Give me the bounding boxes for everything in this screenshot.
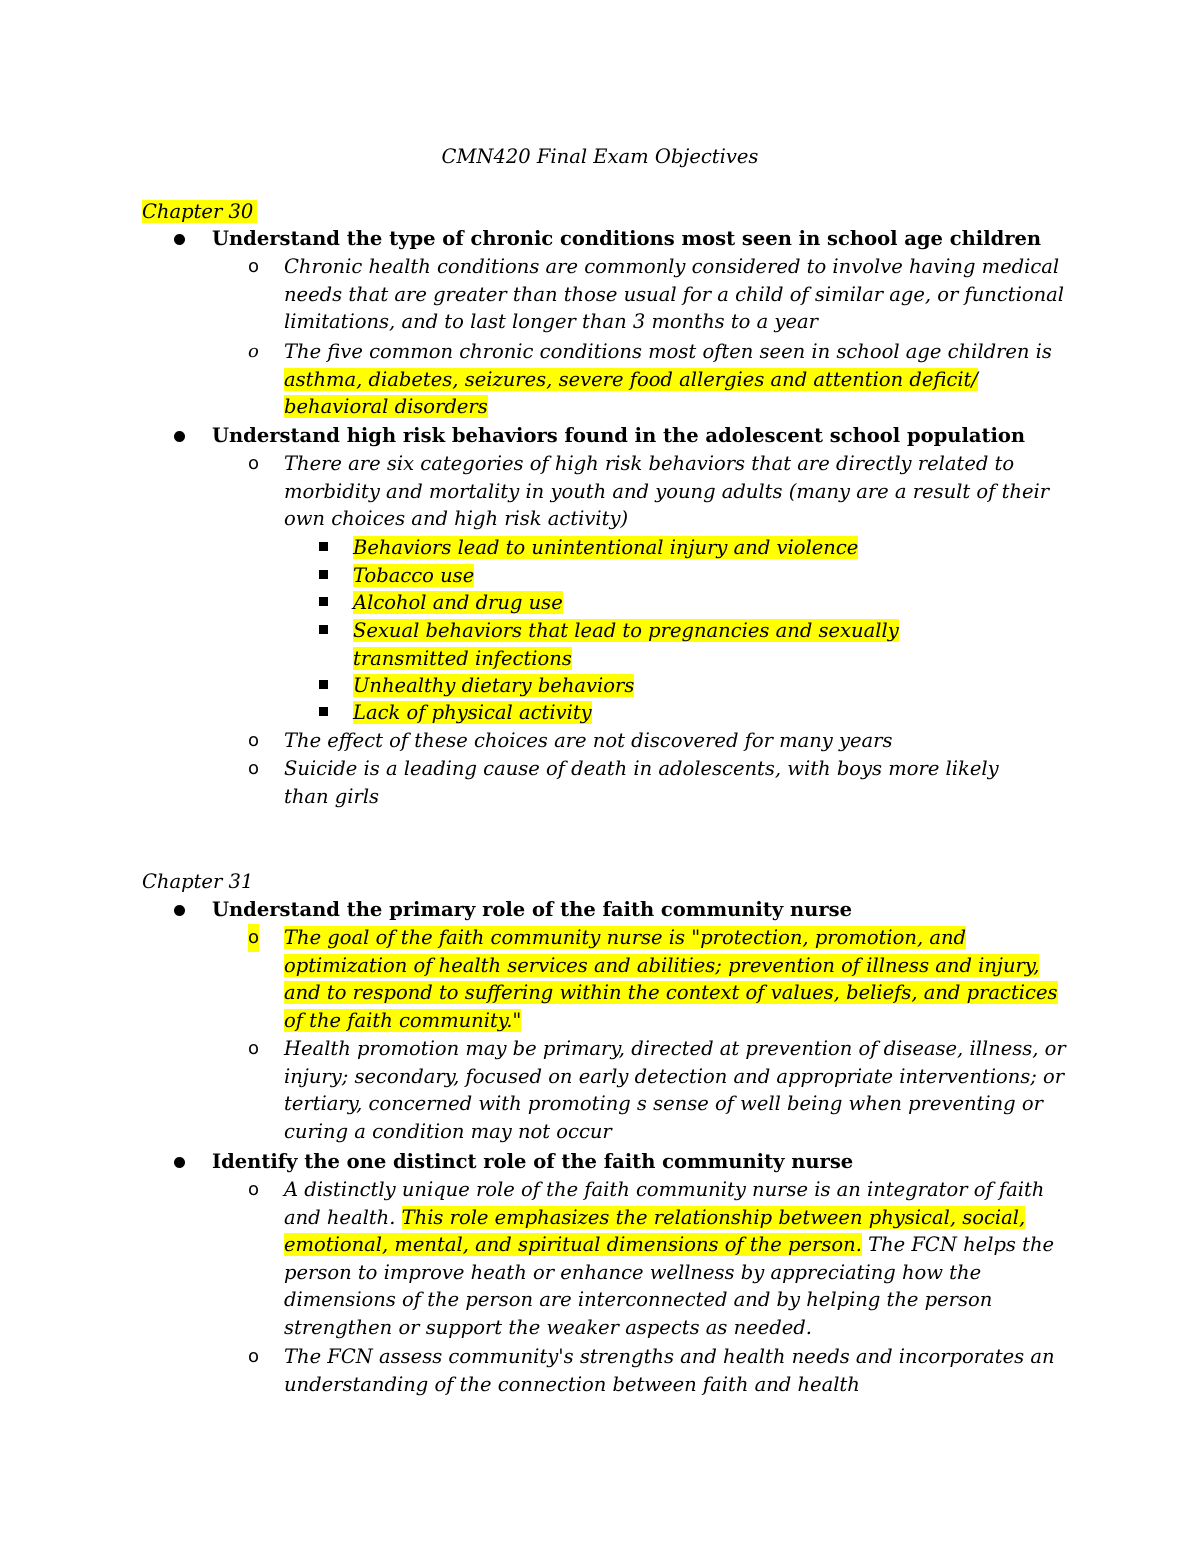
objective-high-risk-behaviors: Understand high risk behaviors found in the adolescent school population [212, 422, 1025, 450]
square-bullet-icon [319, 625, 328, 634]
bullet-icon [174, 431, 185, 442]
objective-primary-role: Understand the primary role of the faith community nurse [212, 896, 852, 924]
square-bullet-icon [319, 542, 328, 551]
circle-bullet-icon: o [248, 758, 260, 779]
chapter-31-heading: Chapter 31 [142, 870, 254, 893]
list-item: Sexual behaviors that lead to pregnancies and sexually transmitted infections [353, 617, 1013, 672]
subpoint-six-categories: o There are six categories of high risk behaviors that are directly related to morbidity and mortality in youth and young adults (many are a result of their own choices and high risk activity) [248, 452, 1050, 531]
bullet-icon [174, 234, 185, 245]
subpoint-health-promotion: o Health promotion may be primary, directed at prevention of disease, illness, or injury; secondary, focused on early detection and appropriate interventions; or tertiary, concerned with promoting s sense of well being when preventing or curing a condition may not occur [248, 1037, 1066, 1143]
subpoint-chronic-definition: o Chronic health conditions are commonly considered to involve having medical needs that are greater than those usual for a child of similar age, or functional limitations, and to last longer than 3 months to a year [248, 255, 1065, 334]
subpoint-suicide: o Suicide is a leading cause of death in adolescents, with boys more likely than girls [248, 757, 999, 808]
list-item: Lack of physical activity [353, 699, 1073, 727]
subpoint-fcn-goal: o The goal of the faith community nurse is "protection, promotion, and optimization of health services and abilities; prevention of illness and injury, and to respond to suffering within the context of values, beliefs, and practices of the faith community." [248, 926, 1058, 1032]
objective-distinct-role: Identify the one distinct role of the faith community nurse [212, 1148, 853, 1176]
circle-bullet-icon: o [248, 256, 260, 277]
list-item: Alcohol and drug use [353, 589, 1073, 617]
circle-bullet-icon: o [248, 730, 260, 751]
subpoint-five-conditions: o The five common chronic conditions most often seen in school age children is asthma, diabetes, seizures, severe food allergies and attention deficit/ behavioral disorders [248, 340, 1052, 419]
subpoint-effect-of-choices: o The effect of these choices are not discovered for many years [284, 727, 1074, 755]
square-bullet-icon [319, 680, 328, 689]
subpoint-fcn-assess: o The FCN assess community's strengths and health needs and incorporates an understanding of the connection between faith and health [248, 1345, 1055, 1396]
list-item: Behaviors lead to unintentional injury and violence [353, 534, 1073, 562]
square-bullet-icon [319, 570, 328, 579]
objective-chronic-conditions: Understand the type of chronic conditions most seen in school age children [212, 225, 1041, 253]
document-title: CMN420 Final Exam Objectives [441, 145, 759, 168]
circle-bullet-icon: o [248, 341, 259, 362]
circle-bullet-icon: o [248, 453, 260, 474]
bullet-icon [174, 905, 185, 916]
circle-bullet-icon: o [248, 1346, 260, 1367]
subpoint-integrator-role: o A distinctly unique role of the faith community nurse is an integrator of faith and health. This role emphasizes the relationship between physical, social, emotional, mental, and spiritual dimensions of the person. The FCN helps the person to improve heath or enhance wellness by appreciating how the dimensions of the person are interconnected and by helping the person strengthen or support the weaker aspects as needed. [248, 1178, 1055, 1339]
chapter-30-heading: Chapter 30 [142, 198, 257, 226]
list-item: Unhealthy dietary behaviors [353, 672, 1073, 700]
square-bullet-icon [319, 597, 328, 606]
square-bullet-icon [319, 707, 328, 716]
circle-bullet-icon: o [248, 1038, 260, 1059]
circle-bullet-icon: o [248, 924, 259, 952]
list-item: Tobacco use [353, 562, 1073, 590]
bullet-icon [174, 1157, 185, 1168]
circle-bullet-icon: o [248, 1179, 260, 1200]
